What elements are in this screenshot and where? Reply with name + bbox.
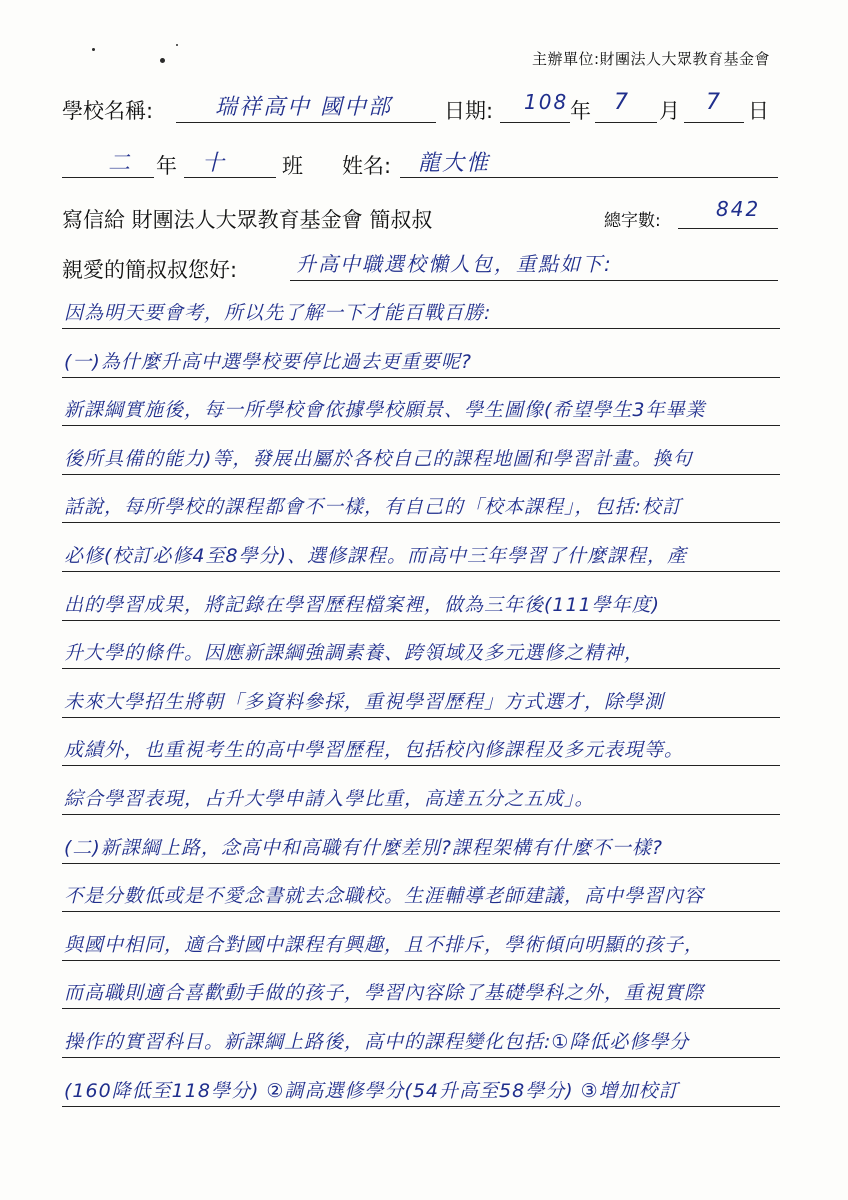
grade-label: 年 — [156, 154, 177, 178]
year-underline — [500, 122, 570, 123]
handwritten-line: 未來大學招生將朝「多資料參採，重視學習歷程」方式選才，除學測 — [64, 691, 665, 713]
handwritten-line: 話說，每所學校的課程都會不一樣，有自己的「校本課程」，包括:校訂 — [64, 496, 682, 518]
scan-speck — [92, 48, 95, 51]
handwritten-line: 綜合學習表現，占升大學申請入學比重，高達五分之五成」。 — [64, 788, 595, 810]
ruled-line — [62, 765, 780, 766]
greeting-value: 升高中職選校懶人包，重點如下: — [296, 252, 613, 276]
word-count-underline — [678, 228, 778, 229]
month-underline — [595, 122, 657, 123]
handwritten-line: (160降低至118學分) ②調高選修學分(54升高至58學分) ③增加校訂 — [64, 1080, 679, 1102]
ruled-line — [62, 377, 780, 378]
handwritten-line: 出的學習成果，將記錄在學習歷程檔案裡，做為三年後(111學年度) — [64, 594, 661, 616]
school-label: 學校名稱: — [62, 99, 154, 123]
name-value: 龍大惟 — [418, 151, 491, 176]
day-label: 日 — [748, 99, 769, 123]
class-underline — [184, 177, 276, 178]
class-label: 班 — [282, 154, 303, 178]
ruled-line — [62, 814, 780, 815]
handwritten-line: 後所具備的能力)等，發展出屬於各校自己的課程地圖和學習計畫。換句 — [64, 448, 693, 470]
handwritten-line: 成績外，也重視考生的高中學習歷程，包括校內修課程及多元表現等。 — [64, 739, 685, 761]
ruled-line — [62, 522, 780, 523]
date-year-value: 108 — [524, 90, 569, 114]
grade-value: 二 — [108, 151, 133, 176]
word-count-label: 總字數: — [604, 211, 661, 231]
handwritten-line: 與國中相同，適合對國中課程有興趣，且不排斥，學術傾向明顯的孩子， — [64, 934, 705, 956]
handwritten-line: 必修(校訂必修4至8學分)、選修課程。而高中三年學習了什麼課程，產 — [64, 545, 688, 567]
scan-speck — [176, 44, 178, 46]
year-label: 年 — [570, 99, 591, 123]
handwritten-line: 新課綱實施後，每一所學校會依據學校願景、學生圖像(希望學生3年畢業 — [64, 399, 706, 421]
ruled-line — [62, 425, 780, 426]
recipient-label: 寫信給 財團法人大眾教育基金會 簡叔叔 — [62, 208, 433, 232]
class-value: 十 — [202, 151, 227, 176]
handwritten-line: 不是分數低或是不愛念書就去念職校。生涯輔導老師建議，高中學習內容 — [64, 885, 705, 907]
grade-underline — [62, 177, 154, 178]
ruled-line — [62, 1106, 780, 1107]
school-underline — [176, 122, 436, 123]
name-underline — [400, 177, 778, 178]
handwritten-line: 操作的實習科目。新課綱上路後，高中的課程變化包括:①降低必修學分 — [64, 1031, 690, 1053]
ruled-line — [62, 863, 780, 864]
ruled-line — [62, 911, 780, 912]
ruled-line — [62, 1008, 780, 1009]
ruled-line — [62, 474, 780, 475]
handwritten-line: 升大學的條件。因應新課綱強調素養、跨領域及多元選修之精神， — [64, 642, 645, 664]
ruled-line — [62, 620, 780, 621]
ruled-line — [62, 717, 780, 718]
handwritten-line: 因為明天要會考，所以先了解一下才能百戰百勝: — [64, 302, 492, 324]
scan-speck — [160, 58, 165, 63]
ruled-line — [62, 668, 780, 669]
greeting-underline — [290, 280, 778, 281]
handwritten-line: (一)為什麼升高中選學校要停比過去更重要呢? — [64, 351, 472, 373]
greeting-label: 親愛的簡叔叔您好: — [62, 258, 238, 282]
school-value: 瑞祥高中 國中部 — [215, 95, 392, 120]
word-count-value: 842 — [716, 197, 761, 221]
day-underline — [684, 122, 744, 123]
ruled-line — [62, 1057, 780, 1058]
sponsor-text: 主辦單位:財團法人大眾教育基金會 — [531, 50, 770, 68]
ruled-line — [62, 328, 780, 329]
date-label: 日期: — [444, 99, 494, 123]
name-label: 姓名: — [342, 154, 392, 178]
ruled-line — [62, 960, 780, 961]
handwritten-line: (二)新課綱上路，念高中和高職有什麼差別?課程架構有什麼不一樣? — [64, 837, 663, 859]
date-day-value: 7 — [706, 90, 722, 115]
ruled-line — [62, 571, 780, 572]
handwritten-line: 而高職則適合喜歡動手做的孩子，學習內容除了基礎學科之外，重視實際 — [64, 982, 705, 1004]
month-label: 月 — [659, 99, 680, 123]
date-month-value: 7 — [614, 90, 630, 115]
